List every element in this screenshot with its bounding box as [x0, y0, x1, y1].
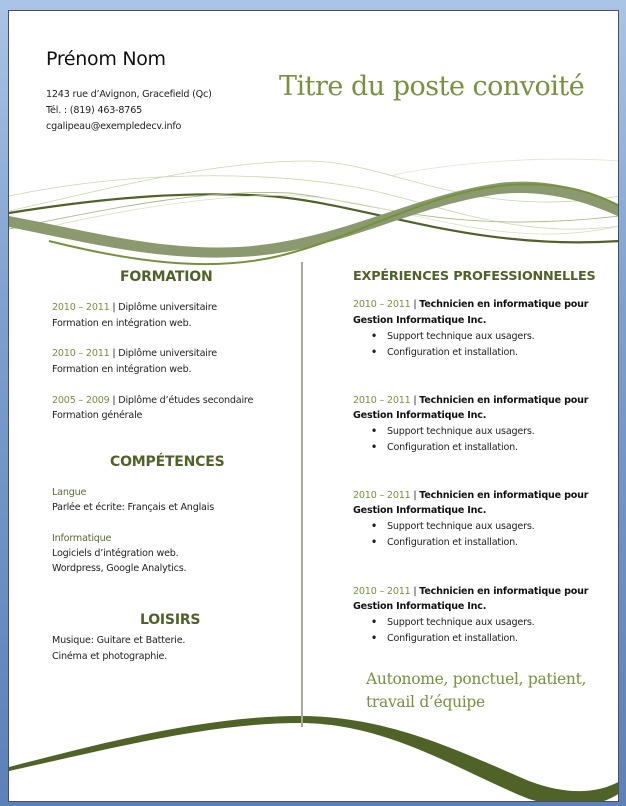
- job-title: Titre du poste convoité: [279, 71, 585, 102]
- experience-role: Technicien en informatique pour: [419, 586, 589, 597]
- bullet-text: Support technique aux usagers.: [387, 331, 535, 342]
- bullet-icon: •: [371, 537, 377, 548]
- bullet-text: Configuration et installation.: [387, 537, 518, 548]
- experience-bullet: [371, 633, 518, 644]
- experience-bullet: [371, 442, 518, 453]
- separator: |: [410, 586, 420, 597]
- formation-years: 2005 – 2009: [52, 395, 110, 406]
- separator: |: [109, 302, 119, 313]
- bullet-icon: •: [371, 442, 377, 453]
- formation-degree: Diplôme universitaire: [118, 348, 217, 359]
- resume-page: [8, 10, 619, 802]
- experience-item: [353, 395, 588, 406]
- bullet-text: Configuration et installation.: [387, 347, 518, 358]
- experience-item: [353, 299, 588, 310]
- applicant-name: Prénom Nom: [46, 48, 166, 70]
- formation-heading: FORMATION: [120, 269, 213, 285]
- formation-degree: Diplôme d’études secondaire: [118, 395, 254, 406]
- phone-text: Tél. : (819) 463-8765: [46, 105, 143, 116]
- bullet-icon: •: [371, 347, 377, 358]
- competence-label-informatique: Informatique: [52, 533, 112, 544]
- experiences-heading: EXPÉRIENCES PROFESSIONNELLES: [353, 269, 596, 284]
- separator: |: [109, 348, 119, 359]
- bullet-icon: •: [371, 426, 377, 437]
- bullet-icon: •: [371, 617, 377, 628]
- competence-line: Logiciels d’intégration web.: [52, 548, 179, 559]
- experience-bullet: [371, 347, 518, 358]
- experience-bullet: [371, 426, 535, 437]
- formation-years: 2010 – 2011: [52, 302, 110, 313]
- experience-company: Gestion Informatique Inc.: [353, 601, 487, 612]
- experience-bullet: [371, 617, 535, 628]
- qualities-line: Autonome, ponctuel, patient,: [366, 670, 587, 688]
- separator: |: [410, 395, 420, 406]
- address-text: 1243 rue d’Avignon, Gracefield (Qc): [46, 89, 212, 100]
- bullet-text: Configuration et installation.: [387, 633, 518, 644]
- experience-role: Technicien en informatique pour: [419, 299, 589, 310]
- experience-item: [353, 586, 588, 597]
- formation-detail: Formation en intégration web.: [52, 318, 192, 329]
- competence-line: Parlée et écrite: Français et Anglais: [52, 502, 214, 513]
- separator: |: [109, 395, 119, 406]
- formation-item: [52, 302, 217, 313]
- competence-line: Wordpress, Google Analytics.: [52, 563, 187, 574]
- experience-bullet: [371, 331, 535, 342]
- loisirs-line: Musique: Guitare et Batterie.: [52, 635, 186, 646]
- bullet-text: Support technique aux usagers.: [387, 521, 535, 532]
- experience-company: Gestion Informatique Inc.: [353, 505, 487, 516]
- formation-degree: Diplôme universitaire: [118, 302, 217, 313]
- loisirs-heading: LOISIRS: [140, 612, 201, 628]
- formation-detail: Formation générale: [52, 410, 143, 421]
- email-text: cgalipeau@exempledecv.info: [46, 121, 182, 132]
- qualities-text: [366, 668, 586, 714]
- experience-role: Technicien en informatique pour: [419, 395, 589, 406]
- formation-item: [52, 395, 253, 406]
- bullet-icon: •: [371, 331, 377, 342]
- formation-years: 2010 – 2011: [52, 348, 110, 359]
- experience-years: 2010 – 2011: [353, 299, 411, 310]
- experience-item: [353, 490, 588, 501]
- bullet-text: Support technique aux usagers.: [387, 426, 535, 437]
- experience-years: 2010 – 2011: [353, 395, 411, 406]
- bullet-text: Configuration et installation.: [387, 442, 518, 453]
- separator: |: [410, 299, 420, 310]
- experience-role: Technicien en informatique pour: [419, 490, 589, 501]
- bullet-icon: •: [371, 521, 377, 532]
- experience-bullet: [371, 521, 535, 532]
- bullet-text: Support technique aux usagers.: [387, 617, 535, 628]
- competences-heading: COMPÉTENCES: [110, 454, 225, 470]
- bullet-icon: •: [371, 633, 377, 644]
- experience-company: Gestion Informatique Inc.: [353, 315, 487, 326]
- qualities-line: travail d’équipe: [366, 693, 485, 711]
- experience-years: 2010 – 2011: [353, 490, 411, 501]
- formation-detail: Formation en intégration web.: [52, 364, 192, 375]
- experience-bullet: [371, 537, 518, 548]
- column-divider: [301, 262, 303, 727]
- experience-company: Gestion Informatique Inc.: [353, 410, 487, 421]
- loisirs-line: Cinéma et photographie.: [52, 651, 168, 662]
- formation-item: [52, 348, 217, 359]
- separator: |: [410, 490, 420, 501]
- competence-label-langue: Langue: [52, 487, 87, 498]
- experience-years: 2010 – 2011: [353, 586, 411, 597]
